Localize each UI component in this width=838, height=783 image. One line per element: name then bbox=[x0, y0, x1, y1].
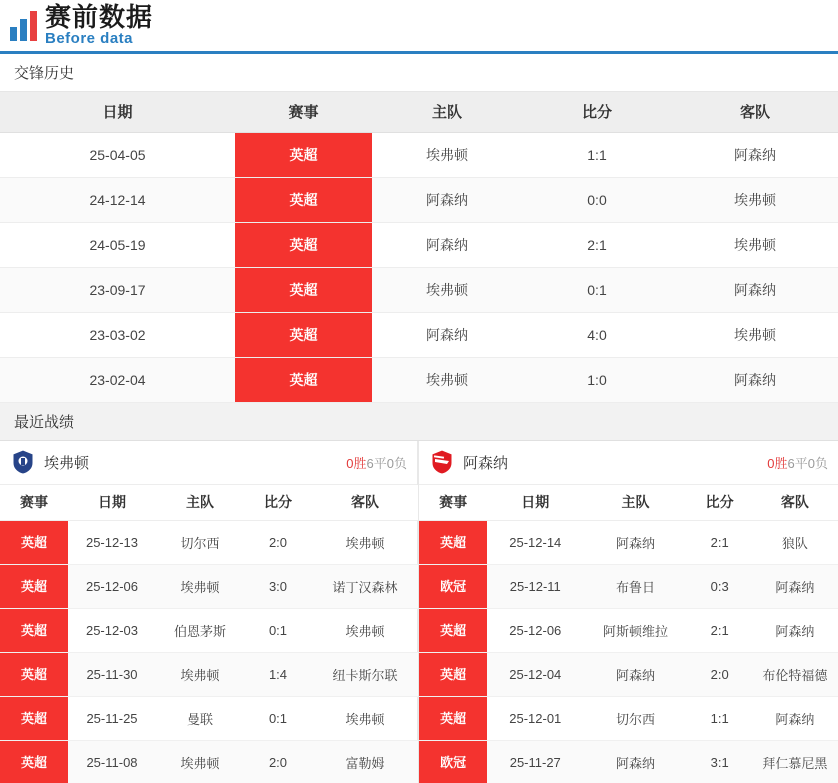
h2h-home: 阿森纳 bbox=[372, 222, 522, 267]
h2h-comp-cell bbox=[235, 357, 372, 402]
list-item[interactable] bbox=[0, 653, 418, 697]
match-date: 25-12-14 bbox=[487, 521, 583, 565]
h2h-score: 4:0 bbox=[522, 312, 672, 357]
competition-chip: 欧冠 bbox=[419, 741, 487, 783]
recent-col-comp: 赛事 bbox=[419, 485, 487, 521]
h2h-away: 埃弗顿 bbox=[672, 177, 838, 222]
recent-col-date: 日期 bbox=[68, 485, 156, 521]
match-date: 25-12-13 bbox=[68, 521, 156, 565]
list-item[interactable] bbox=[419, 521, 838, 565]
comp-cell bbox=[0, 653, 68, 697]
match-away: 阿森纳 bbox=[752, 565, 838, 609]
match-score: 3:1 bbox=[688, 741, 752, 783]
match-date: 25-12-01 bbox=[487, 697, 583, 741]
match-home: 埃弗顿 bbox=[156, 653, 244, 697]
match-home: 埃弗顿 bbox=[156, 741, 244, 783]
everton-crest-icon bbox=[10, 449, 36, 475]
team-name-right: 阿森纳 bbox=[463, 454, 509, 472]
competition-chip: 英超 bbox=[419, 609, 487, 652]
list-item[interactable] bbox=[419, 653, 838, 697]
match-home: 曼联 bbox=[156, 697, 244, 741]
match-score: 0:1 bbox=[244, 697, 312, 741]
match-date: 25-12-11 bbox=[487, 565, 583, 609]
list-item[interactable] bbox=[419, 565, 838, 609]
match-away: 拜仁慕尼黑 bbox=[752, 741, 838, 783]
recent-col-date: 日期 bbox=[487, 485, 583, 521]
match-date: 25-11-25 bbox=[68, 697, 156, 741]
recent-col-home: 主队 bbox=[583, 485, 687, 521]
recent-col-score: 比分 bbox=[244, 485, 312, 521]
h2h-col-away: 客队 bbox=[672, 92, 838, 132]
list-item[interactable] bbox=[0, 741, 418, 783]
match-score: 2:1 bbox=[688, 609, 752, 653]
match-score: 0:3 bbox=[688, 565, 752, 609]
table-row[interactable] bbox=[0, 267, 838, 312]
table-row[interactable] bbox=[0, 222, 838, 267]
h2h-col-home: 主队 bbox=[372, 92, 522, 132]
competition-badge: 英超 bbox=[235, 178, 372, 222]
h2h-col-score: 比分 bbox=[522, 92, 672, 132]
list-item[interactable] bbox=[0, 565, 418, 609]
record-right bbox=[767, 453, 828, 472]
competition-badge: 英超 bbox=[235, 223, 372, 267]
comp-cell bbox=[419, 565, 487, 609]
comp-cell bbox=[419, 653, 487, 697]
match-score: 0:1 bbox=[244, 609, 312, 653]
record-lose-right: 0负 bbox=[807, 455, 828, 471]
recent-table-right bbox=[419, 485, 838, 783]
match-score: 1:1 bbox=[688, 697, 752, 741]
comp-cell bbox=[0, 697, 68, 741]
match-home: 切尔西 bbox=[583, 697, 687, 741]
team-header-right bbox=[419, 441, 838, 485]
list-item[interactable] bbox=[0, 697, 418, 741]
match-score: 2:0 bbox=[244, 521, 312, 565]
table-row[interactable] bbox=[0, 357, 838, 402]
competition-chip: 英超 bbox=[0, 653, 68, 696]
competition-chip: 英超 bbox=[0, 697, 68, 740]
h2h-date: 23-03-02 bbox=[0, 312, 235, 357]
h2h-home: 阿森纳 bbox=[372, 312, 522, 357]
record-lose-left: 0负 bbox=[386, 455, 407, 471]
match-home: 切尔西 bbox=[156, 521, 244, 565]
h2h-away: 埃弗顿 bbox=[672, 222, 838, 267]
match-score: 2:0 bbox=[688, 653, 752, 697]
match-away: 纽卡斯尔联 bbox=[312, 653, 418, 697]
h2h-header-row bbox=[0, 92, 838, 132]
h2h-comp-cell bbox=[235, 267, 372, 312]
recent-col-score: 比分 bbox=[688, 485, 752, 521]
comp-cell bbox=[0, 609, 68, 653]
team-header-left bbox=[0, 441, 417, 485]
comp-cell bbox=[419, 521, 487, 565]
recent-left-header-row bbox=[0, 485, 418, 521]
h2h-date: 25-04-05 bbox=[0, 132, 235, 177]
match-home: 阿斯顿维拉 bbox=[583, 609, 687, 653]
match-score: 1:4 bbox=[244, 653, 312, 697]
list-item[interactable] bbox=[419, 697, 838, 741]
h2h-comp-cell bbox=[235, 312, 372, 357]
recent-form-wrap bbox=[0, 441, 838, 783]
h2h-score: 0:0 bbox=[522, 177, 672, 222]
match-away: 埃弗顿 bbox=[312, 697, 418, 741]
competition-chip: 英超 bbox=[419, 653, 487, 696]
match-away: 阿森纳 bbox=[752, 697, 838, 741]
h2h-date: 23-02-04 bbox=[0, 357, 235, 402]
table-row[interactable] bbox=[0, 132, 838, 177]
match-date: 25-12-06 bbox=[487, 609, 583, 653]
comp-cell bbox=[0, 521, 68, 565]
h2h-section-title: 交锋历史 bbox=[0, 54, 838, 92]
team-name-left: 埃弗顿 bbox=[44, 454, 90, 472]
h2h-comp-cell bbox=[235, 132, 372, 177]
match-away: 富勒姆 bbox=[312, 741, 418, 783]
comp-cell bbox=[419, 609, 487, 653]
match-score: 2:1 bbox=[688, 521, 752, 565]
brand-name-en: Before data bbox=[45, 29, 134, 47]
match-away: 阿森纳 bbox=[752, 609, 838, 653]
match-date: 25-12-03 bbox=[68, 609, 156, 653]
match-score: 2:0 bbox=[244, 741, 312, 783]
match-away: 布伦特福德 bbox=[752, 653, 838, 697]
list-item[interactable] bbox=[419, 741, 838, 783]
h2h-comp-cell bbox=[235, 222, 372, 267]
site-header bbox=[0, 0, 838, 54]
competition-chip: 英超 bbox=[419, 521, 487, 564]
arsenal-crest-icon bbox=[429, 449, 455, 475]
comp-cell bbox=[419, 697, 487, 741]
record-left bbox=[346, 453, 407, 472]
match-date: 25-12-04 bbox=[487, 653, 583, 697]
h2h-score: 0:1 bbox=[522, 267, 672, 312]
competition-chip: 英超 bbox=[0, 521, 68, 564]
competition-chip: 英超 bbox=[0, 565, 68, 608]
match-date: 25-12-06 bbox=[68, 565, 156, 609]
competition-badge: 英超 bbox=[235, 268, 372, 312]
record-draw-right: 6平 bbox=[787, 455, 808, 471]
h2h-date: 24-12-14 bbox=[0, 177, 235, 222]
h2h-score: 2:1 bbox=[522, 222, 672, 267]
recent-section-title: 最近战绩 bbox=[0, 403, 838, 441]
h2h-away: 阿森纳 bbox=[672, 267, 838, 312]
header-divider bbox=[152, 51, 838, 54]
table-row[interactable] bbox=[0, 177, 838, 222]
competition-chip: 英超 bbox=[0, 609, 68, 652]
record-win-right: 0胜 bbox=[767, 455, 788, 471]
match-score: 3:0 bbox=[244, 565, 312, 609]
h2h-score: 1:0 bbox=[522, 357, 672, 402]
h2h-col-comp: 赛事 bbox=[235, 92, 372, 132]
competition-badge: 英超 bbox=[235, 358, 372, 402]
recent-form-left bbox=[0, 441, 419, 783]
recent-col-home: 主队 bbox=[156, 485, 244, 521]
h2h-date: 24-05-19 bbox=[0, 222, 235, 267]
list-item[interactable] bbox=[0, 609, 418, 653]
competition-chip: 英超 bbox=[0, 741, 68, 783]
comp-cell bbox=[0, 741, 68, 783]
competition-chip: 英超 bbox=[419, 697, 487, 740]
h2h-away: 阿森纳 bbox=[672, 132, 838, 177]
match-home: 布鲁日 bbox=[583, 565, 687, 609]
match-away: 埃弗顿 bbox=[312, 609, 418, 653]
list-item[interactable] bbox=[0, 521, 418, 565]
h2h-home: 埃弗顿 bbox=[372, 132, 522, 177]
match-home: 埃弗顿 bbox=[156, 565, 244, 609]
competition-badge: 英超 bbox=[235, 133, 372, 177]
brand-name-cn: 赛前数据 bbox=[45, 1, 154, 32]
match-date: 25-11-08 bbox=[68, 741, 156, 783]
match-home: 伯恩茅斯 bbox=[156, 609, 244, 653]
h2h-home: 阿森纳 bbox=[372, 177, 522, 222]
list-item[interactable] bbox=[419, 609, 838, 653]
h2h-home: 埃弗顿 bbox=[372, 357, 522, 402]
recent-right-header-row bbox=[419, 485, 838, 521]
match-home: 阿森纳 bbox=[583, 741, 687, 783]
h2h-table bbox=[0, 92, 838, 403]
match-home: 阿森纳 bbox=[583, 521, 687, 565]
comp-cell bbox=[419, 741, 487, 783]
match-date: 25-11-30 bbox=[68, 653, 156, 697]
brand-logo bbox=[45, 1, 154, 48]
h2h-comp-cell bbox=[235, 177, 372, 222]
recent-col-comp: 赛事 bbox=[0, 485, 68, 521]
competition-chip: 欧冠 bbox=[419, 565, 487, 608]
match-date: 25-11-27 bbox=[487, 741, 583, 783]
match-away: 狼队 bbox=[752, 521, 838, 565]
h2h-home: 埃弗顿 bbox=[372, 267, 522, 312]
match-home: 阿森纳 bbox=[583, 653, 687, 697]
record-draw-left: 6平 bbox=[366, 455, 387, 471]
h2h-score: 1:1 bbox=[522, 132, 672, 177]
h2h-away: 阿森纳 bbox=[672, 357, 838, 402]
recent-table-left bbox=[0, 485, 418, 783]
bar-chart-logo-icon bbox=[10, 11, 37, 41]
recent-col-away: 客队 bbox=[312, 485, 418, 521]
match-away: 埃弗顿 bbox=[312, 521, 418, 565]
h2h-away: 埃弗顿 bbox=[672, 312, 838, 357]
h2h-col-date: 日期 bbox=[0, 92, 235, 132]
match-away: 诺丁汉森林 bbox=[312, 565, 418, 609]
recent-col-away: 客队 bbox=[752, 485, 838, 521]
competition-badge: 英超 bbox=[235, 313, 372, 357]
record-win-left: 0胜 bbox=[346, 455, 367, 471]
comp-cell bbox=[0, 565, 68, 609]
recent-form-right bbox=[419, 441, 838, 783]
table-row[interactable] bbox=[0, 312, 838, 357]
h2h-date: 23-09-17 bbox=[0, 267, 235, 312]
